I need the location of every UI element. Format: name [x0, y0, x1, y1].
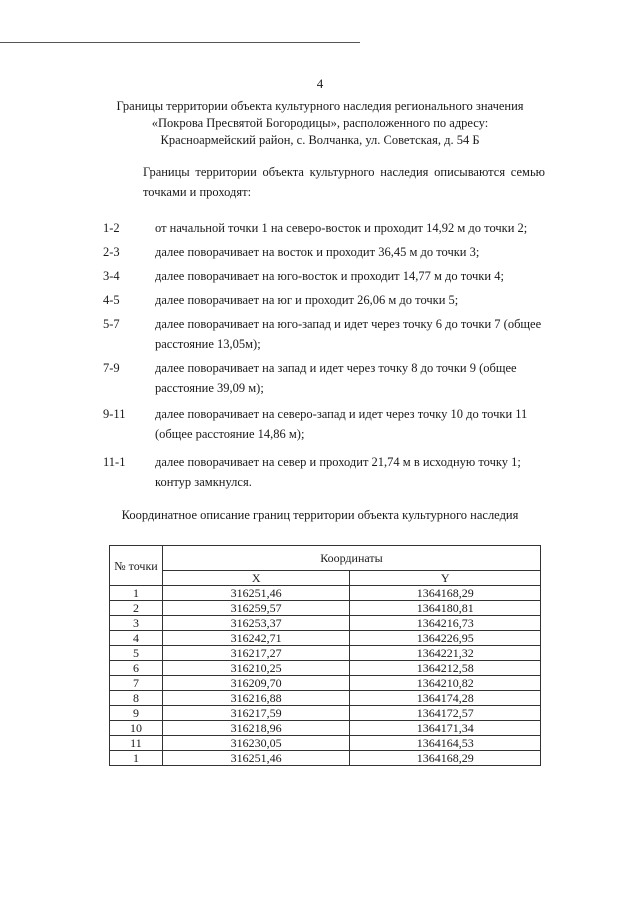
cell-x: 316216,88 [162, 691, 350, 706]
segment-desc-line-1: далее поворачивает на север и проходит 21,74 м в исходную точку 1; [155, 455, 521, 469]
cell-point: 4 [110, 631, 163, 646]
segment-desc: далее поворачивает на восток и проходит 36,45 м до точки 3; [155, 245, 480, 259]
table-row [110, 751, 541, 766]
cell-point: 11 [110, 736, 163, 751]
table-row [110, 736, 541, 751]
segment-desc-line-2: расстояние 13,05м); [155, 337, 261, 351]
document-title [60, 98, 580, 149]
table-row [110, 676, 541, 691]
table-row [110, 661, 541, 676]
segment-code: 9-11 [103, 407, 126, 421]
cell-x: 316253,37 [162, 616, 350, 631]
cell-point: 1 [110, 586, 163, 601]
table-row [110, 616, 541, 631]
coordinates-table [109, 545, 541, 766]
segment-desc-line-1: далее поворачивает на запад и идет через точку 8 до точки 9 (общее [155, 361, 517, 375]
coordinates-title: Координатное описание границ территории объекта культурного наследия [121, 508, 519, 522]
cell-x: 316209,70 [162, 676, 350, 691]
cell-y: 1364226,95 [350, 631, 541, 646]
table-row [110, 601, 541, 616]
cell-point: 6 [110, 661, 163, 676]
cell-point: 10 [110, 721, 163, 736]
cell-y: 1364212,58 [350, 661, 541, 676]
cell-point: 5 [110, 646, 163, 661]
cell-y: 1364221,32 [350, 646, 541, 661]
segment-code: 5-7 [103, 317, 120, 331]
cell-y: 1364210,82 [350, 676, 541, 691]
header-coordinates: Координаты [162, 546, 540, 571]
segment-9-11 [103, 404, 553, 444]
segment-11-1 [103, 452, 553, 492]
header-x: X [162, 571, 350, 586]
cell-point: 2 [110, 601, 163, 616]
intro-text: Границы территории объекта культурного наследия описываются семью точками и проходят: [143, 165, 545, 199]
cell-y: 1364168,29 [350, 586, 541, 601]
table-row [110, 631, 541, 646]
header-point: № точки [110, 546, 163, 586]
cell-y: 1364174,28 [350, 691, 541, 706]
segment-desc-line-1: далее поворачивает на северо-запад и идет через точку 10 до точки 11 [155, 407, 528, 421]
cell-x: 316217,27 [162, 646, 350, 661]
table-row [110, 706, 541, 721]
page-number: 4 [316, 76, 324, 91]
cell-point: 3 [110, 616, 163, 631]
segment-1-2 [103, 218, 553, 238]
cell-x: 316259,57 [162, 601, 350, 616]
cell-x: 316218,96 [162, 721, 350, 736]
segment-code: 7-9 [103, 361, 120, 375]
title-line-1: Границы территории объекта культурного наследия регионального значения [116, 99, 524, 113]
segment-desc: далее поворачивает на юг и проходит 26,06 м до точки 5; [155, 293, 459, 307]
cell-y: 1364180,81 [350, 601, 541, 616]
segment-2-3 [103, 242, 553, 262]
cell-x: 316242,71 [162, 631, 350, 646]
segment-desc-line-1: далее поворачивает на юго-запад и идет через точку 6 до точки 7 (общее [155, 317, 542, 331]
cell-y: 1364172,57 [350, 706, 541, 721]
cell-point: 1 [110, 751, 163, 766]
segment-desc: от начальной точки 1 на северо-восток и проходит 14,92 м до точки 2; [155, 221, 528, 235]
segment-code: 2-3 [103, 245, 120, 259]
header-y: Y [350, 571, 541, 586]
table-row [110, 646, 541, 661]
cell-x: 316210,25 [162, 661, 350, 676]
cell-y: 1364164,53 [350, 736, 541, 751]
segment-code: 1-2 [103, 221, 120, 235]
segment-desc: далее поворачивает на юго-восток и проходит 14,77 м до точки 4; [155, 269, 504, 283]
segment-code: 4-5 [103, 293, 120, 307]
top-rule [0, 42, 360, 43]
cell-x: 316230,05 [162, 736, 350, 751]
segment-3-4 [103, 266, 553, 286]
title-line-2: «Покрова Пресвятой Богородицы», расположенного по адресу: [151, 116, 489, 130]
segment-7-9 [103, 358, 553, 398]
segment-desc-line-2: расстояние 39,09 м); [155, 381, 264, 395]
title-line-3: Красноармейский район, с. Волчанка, ул. Советская, д. 54 Б [160, 133, 480, 147]
cell-y: 1364171,34 [350, 721, 541, 736]
cell-x: 316251,46 [162, 586, 350, 601]
segment-code: 3-4 [103, 269, 120, 283]
segment-desc-line-2: контур замкнулся. [155, 475, 252, 489]
cell-point: 7 [110, 676, 163, 691]
cell-x: 316217,59 [162, 706, 350, 721]
segment-desc-line-2: (общее расстояние 14,86 м); [155, 427, 305, 441]
cell-x: 316251,46 [162, 751, 350, 766]
segment-5-7 [103, 314, 553, 354]
cell-y: 1364216,73 [350, 616, 541, 631]
table-row [110, 721, 541, 736]
cell-point: 8 [110, 691, 163, 706]
cell-point: 9 [110, 706, 163, 721]
table-row [110, 586, 541, 601]
table-row [110, 691, 541, 706]
cell-y: 1364168,29 [350, 751, 541, 766]
segment-code: 11-1 [103, 455, 126, 469]
intro-paragraph [105, 162, 545, 202]
segment-4-5 [103, 290, 553, 310]
